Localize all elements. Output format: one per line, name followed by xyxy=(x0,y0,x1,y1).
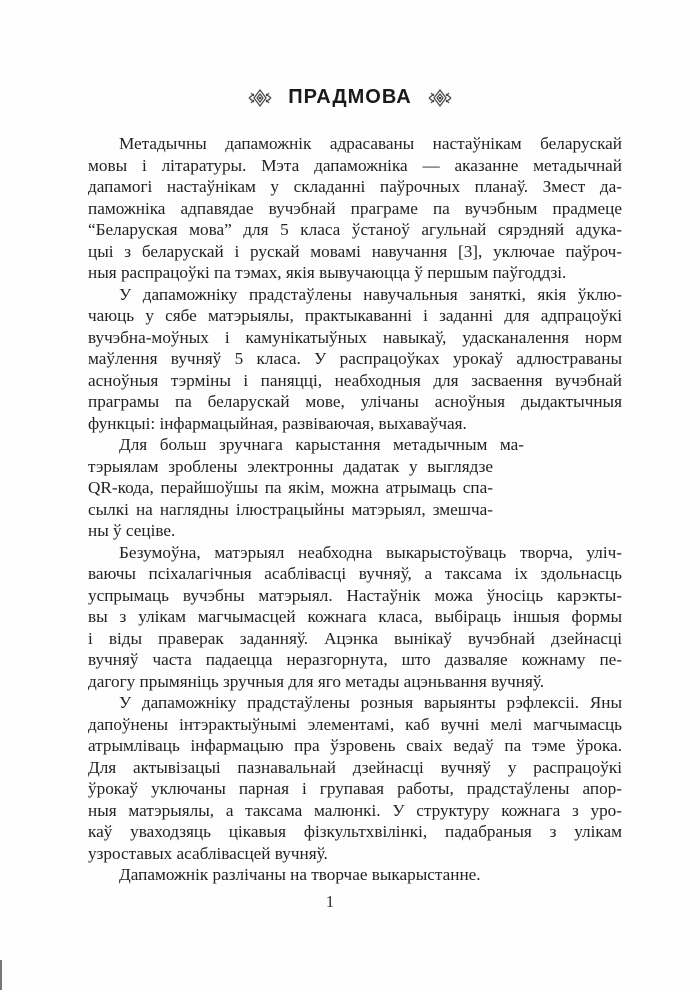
text-line: “Беларуская мова” для 5 класа ўстаноў агульнай сярэдняй адука- xyxy=(88,220,622,239)
text-line: успрымаць вучэбны матэрыял. Настаўнік можа ўносіць карэкты- xyxy=(88,585,622,605)
text-line: вучэбна-моўных і камунікатыўных навыкаў, удасканалення норм xyxy=(88,327,622,347)
text-line: У дапаможніку прадстаўлены навучальныя заняткі, якія ўклю- xyxy=(119,284,622,304)
belarusian-ornament-icon xyxy=(426,88,454,108)
text-line: сылкі на наглядны ілюстрацыйны матэрыял, змешча- xyxy=(88,499,493,519)
section-heading xyxy=(0,86,700,109)
paragraph xyxy=(88,864,622,886)
text-line: чаюць у сябе матэрыялы, практыкаванні і заданні для адпрацоўкі xyxy=(88,306,622,325)
text-line: ваючы псіхалагічныя асаблівасці вучняў, а таксама іх здольнасць xyxy=(88,564,622,583)
page-edge-mark xyxy=(0,960,2,990)
text-line: функцыі: інфармацыйная, развіваючая, выхаваўчая. xyxy=(88,413,467,433)
paragraph xyxy=(88,542,622,693)
text-line: вы з улікам магчымасцей кожнага класа, выбіраць іншыя формы xyxy=(88,607,622,626)
text-line: асноўныя тэрміны і паняцці, неабходныя для засваення вучэбнай xyxy=(88,370,622,390)
page-number: 1 xyxy=(325,892,335,911)
text-line: Метадычны дапаможнік адрасаваны настаўнікам беларускай xyxy=(119,134,622,153)
text-line: дагогу прымяніць зручныя для яго метады ацэньвання вучняў. xyxy=(88,671,545,691)
belarusian-ornament-icon xyxy=(246,88,274,108)
page-title: ПРАДМОВА xyxy=(288,86,412,108)
text-line: і віды праверак заданняў. Ацэнка вынікаў вучэбнай дзейнасці xyxy=(88,628,622,648)
text-line: маўлення вучняў 5 класа. У распрацоўках урокаў адлюстраваны xyxy=(88,349,622,368)
text-line: QR-кода, перайшоўшы па якім, можна атрымаць спа- xyxy=(88,478,493,497)
text-line: ныя матэрыялы, а таксама малюнкі. У структуру кожнага з уро- xyxy=(88,800,622,820)
text-line: ўрокаў уключаны парная і групавая работы, прадстаўлены апор- xyxy=(88,779,622,798)
text-line: праграмы па беларускай мове, улічаны асноўныя дыдактычныя xyxy=(88,392,622,411)
text-line: атрымліваць інфармацыю пра ўзровень сваіх ведаў па тэме ўрока. xyxy=(88,736,622,755)
paragraph xyxy=(88,133,622,284)
text-line: дапамогі настаўнікам у складанні паўрочных планаў. Змест да- xyxy=(88,177,622,196)
text-line: Для актывізацыі пазнавальнай дзейнасці вучняў у распрацоўкі xyxy=(88,757,622,777)
text-line: узроставых асаблівасцей вучняў. xyxy=(88,843,328,863)
text-line: ныя распрацоўкі па тэмах, якія вывучаюцца ў першым паўгоддзі. xyxy=(88,263,567,282)
text-line: Дапаможнік разлічаны на творчае выкарыстанне. xyxy=(119,865,481,884)
text-line: вучняў часта падаецца неразгорнута, што дазваляе кожнаму пе- xyxy=(88,650,622,669)
text-line: Безумоўна, матэрыял неабходна выкарыстоўваць творча, уліч- xyxy=(119,542,622,562)
text-line: тэрыялам зроблены электронны дадатак у выглядзе xyxy=(88,456,493,476)
preface-body xyxy=(88,133,622,886)
text-line: У дапаможніку прадстаўлены розныя варыянты рэфлексіі. Яны xyxy=(119,693,622,712)
text-line: цыі з беларускай і рускай мовамі навучання [3], уключае паўроч- xyxy=(88,241,622,261)
text-line: паможніка адпавядае вучэбнай праграме па вучэбным прадмеце xyxy=(88,198,622,218)
text-line: мовы і літаратуры. Мэта дапаможніка — аказанне метадычнай xyxy=(88,155,622,175)
paragraph xyxy=(88,284,622,435)
text-line: дапоўнены інтэрактыўнымі элементамі, каб вучні мелі магчымасць xyxy=(88,714,622,734)
text-line: ны ў сеціве. xyxy=(88,521,176,540)
text-line: Для больш зручнага карыстання метадычным ма- xyxy=(119,435,524,454)
text-line: каў уваходзяць цікавыя фізкультхвілінкі, падабраныя з улікам xyxy=(88,822,622,841)
paragraph xyxy=(88,434,622,542)
paragraph xyxy=(88,692,622,864)
